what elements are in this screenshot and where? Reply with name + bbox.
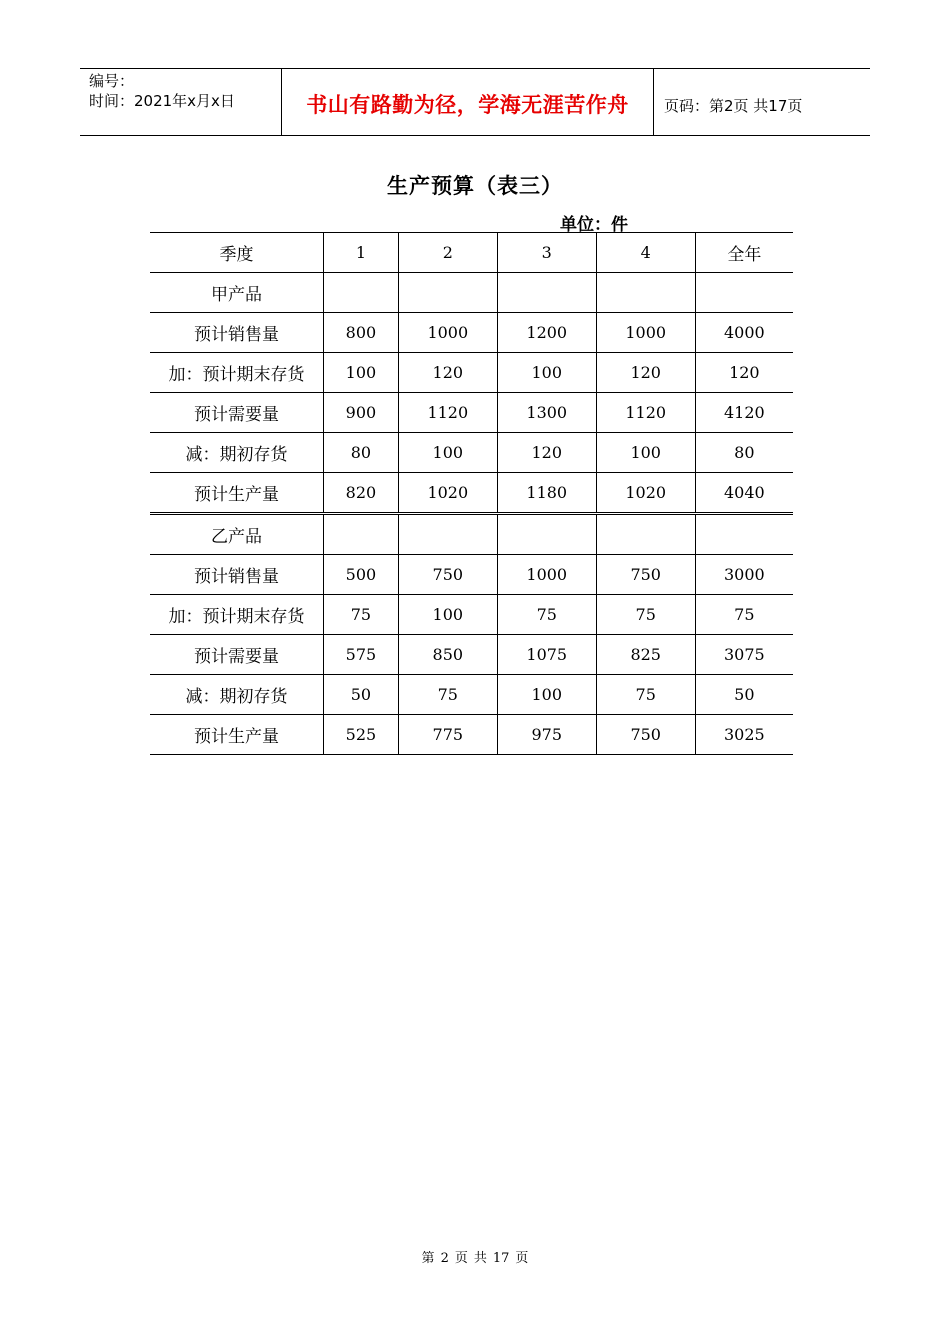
table-cell: 525 <box>324 715 399 755</box>
document-title: 生产预算（表三） <box>387 174 563 198</box>
page-footer <box>0 1247 950 1266</box>
table-cell: 75 <box>695 595 793 635</box>
table-cell: 50 <box>695 675 793 715</box>
table-cell: 1000 <box>596 313 695 353</box>
table-cell: 120 <box>596 353 695 393</box>
footer-page-number: 2 <box>440 1251 449 1266</box>
table-row <box>150 473 793 514</box>
table-row <box>150 353 793 393</box>
column-header: 4 <box>596 233 695 273</box>
table-cell: 850 <box>398 635 497 675</box>
row-label: 预计销售量 <box>150 313 324 353</box>
table-cell: 3075 <box>695 635 793 675</box>
table-cell: 3000 <box>695 555 793 595</box>
table-cell: 750 <box>596 555 695 595</box>
table-cell: 75 <box>398 675 497 715</box>
table-cell: 750 <box>398 555 497 595</box>
table-cell: 4120 <box>695 393 793 433</box>
table-cell: 1000 <box>398 313 497 353</box>
table-cell: 120 <box>695 353 793 393</box>
table-cell <box>398 273 497 313</box>
table-cell <box>398 514 497 555</box>
table-cell <box>695 514 793 555</box>
table-row <box>150 715 793 755</box>
footer-word: 页 <box>454 1251 468 1266</box>
table-cell: 900 <box>324 393 399 433</box>
footer-total-pages: 17 <box>492 1251 510 1266</box>
unit-label: 单位：件 <box>560 215 628 235</box>
table-row <box>150 635 793 675</box>
table-cell <box>596 273 695 313</box>
table-cell: 100 <box>497 675 596 715</box>
table-row <box>150 313 793 353</box>
table-cell: 80 <box>695 433 793 473</box>
table-cell: 75 <box>596 675 695 715</box>
time-label: 时间：2021年x月x日 <box>89 92 235 110</box>
section-row <box>150 514 793 555</box>
table-cell: 100 <box>497 353 596 393</box>
table-cell: 100 <box>596 433 695 473</box>
table-cell: 1075 <box>497 635 596 675</box>
table-cell: 575 <box>324 635 399 675</box>
row-label: 预计生产量 <box>150 715 324 755</box>
table-cell: 75 <box>596 595 695 635</box>
table-cell: 4040 <box>695 473 793 514</box>
row-label: 加：预计期末存货 <box>150 595 324 635</box>
table-cell <box>324 514 399 555</box>
page-header <box>80 68 870 136</box>
column-header: 季度 <box>150 233 324 273</box>
header-meta <box>89 71 279 111</box>
table-cell: 1020 <box>398 473 497 514</box>
table-cell: 825 <box>596 635 695 675</box>
header-page-label: 页码：第2页 共17页 <box>664 96 803 115</box>
table-cell <box>695 273 793 313</box>
table-cell: 1000 <box>497 555 596 595</box>
table-cell: 120 <box>497 433 596 473</box>
table-cell: 120 <box>398 353 497 393</box>
table-cell: 1180 <box>497 473 596 514</box>
section-name: 甲产品 <box>150 273 324 313</box>
table-cell: 500 <box>324 555 399 595</box>
table-cell: 50 <box>324 675 399 715</box>
column-header: 2 <box>398 233 497 273</box>
table-row <box>150 675 793 715</box>
table-cell: 820 <box>324 473 399 514</box>
table-cell: 975 <box>497 715 596 755</box>
table-cell: 800 <box>324 313 399 353</box>
table-cell: 1300 <box>497 393 596 433</box>
table-row <box>150 433 793 473</box>
section-row <box>150 273 793 313</box>
footer-word: 页 <box>515 1251 529 1266</box>
section-name: 乙产品 <box>150 514 324 555</box>
footer-word: 第 <box>421 1251 435 1266</box>
column-header: 全年 <box>695 233 793 273</box>
footer-word: 共 <box>473 1251 487 1266</box>
row-label: 预计需要量 <box>150 635 324 675</box>
table-row <box>150 595 793 635</box>
row-label: 减：期初存货 <box>150 675 324 715</box>
table-cell <box>497 273 596 313</box>
table-cell: 100 <box>398 595 497 635</box>
table-cell: 1020 <box>596 473 695 514</box>
row-label: 减：期初存货 <box>150 433 324 473</box>
table-cell: 100 <box>324 353 399 393</box>
row-label: 预计需要量 <box>150 393 324 433</box>
table-cell: 100 <box>398 433 497 473</box>
table-row <box>150 393 793 433</box>
table-row <box>150 555 793 595</box>
column-header: 3 <box>497 233 596 273</box>
table-cell: 1120 <box>596 393 695 433</box>
table-cell: 750 <box>596 715 695 755</box>
column-header: 1 <box>324 233 399 273</box>
table-cell: 75 <box>497 595 596 635</box>
table-cell <box>324 273 399 313</box>
number-label: 编号： <box>89 72 135 90</box>
table-cell: 80 <box>324 433 399 473</box>
table-cell <box>497 514 596 555</box>
row-label: 预计销售量 <box>150 555 324 595</box>
production-budget-table <box>150 232 793 755</box>
table-cell: 1200 <box>497 313 596 353</box>
table-header-row <box>150 233 793 273</box>
table-cell <box>596 514 695 555</box>
table-cell: 75 <box>324 595 399 635</box>
row-label: 预计生产量 <box>150 473 324 514</box>
table-cell: 3025 <box>695 715 793 755</box>
table-cell: 4000 <box>695 313 793 353</box>
table-cell: 775 <box>398 715 497 755</box>
row-label: 加：预计期末存货 <box>150 353 324 393</box>
header-motto: 书山有路勤为径，学海无涯苦作舟 <box>281 69 654 135</box>
table-cell: 1120 <box>398 393 497 433</box>
